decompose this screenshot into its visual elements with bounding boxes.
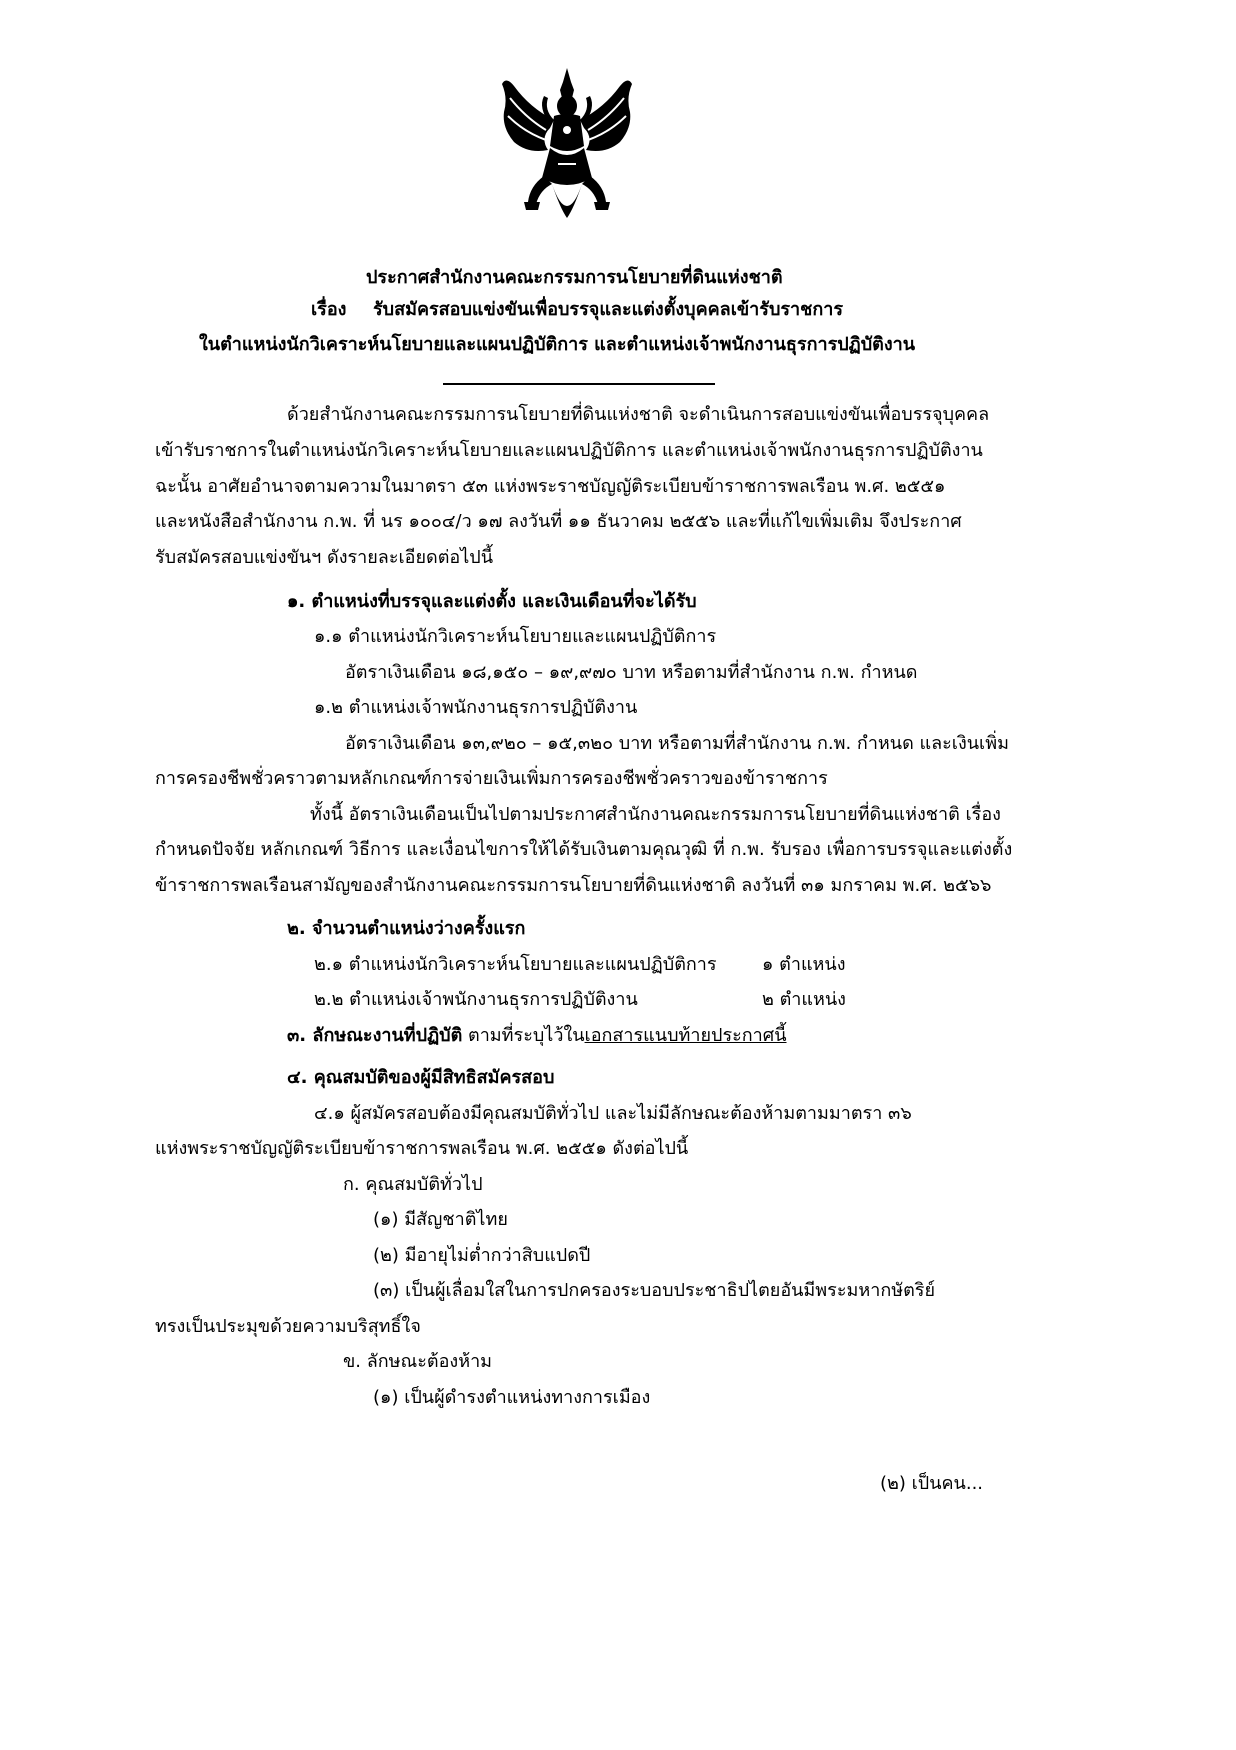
subject-line-2: ในตำแหน่งนักวิเคราะห์นโยบายและแผนปฏิบัติการ และตำแหน่งเจ้าพนักงานธุรการปฏิบัติงาน bbox=[199, 334, 916, 355]
vacancy-row-label: ๒.๑ ตำแหน่งนักวิเคราะห์นโยบายและแผนปฏิบัติการ bbox=[314, 954, 717, 975]
document-title: ประกาศสำนักงานคณะกรรมการนโยบายที่ดินแห่งชาติ bbox=[366, 267, 783, 288]
position-1-title: ๑.๑ ตำแหน่งนักวิเคราะห์นโยบายและแผนปฏิบัติการ bbox=[314, 626, 717, 647]
intro-line: ด้วยสำนักงานคณะกรรมการนโยบายที่ดินแห่งชาติ จะดำเนินการสอบแข่งขันเพื่อบรรจุบุคคล bbox=[287, 404, 990, 425]
general-qualifications-title: ก. คุณสมบัติทั่วไป bbox=[343, 1174, 483, 1195]
general-qualification-item-cont: ทรงเป็นประมุขด้วยความบริสุทธิ์ใจ bbox=[155, 1316, 421, 1337]
general-qualification-item: (๑) มีสัญชาติไทย bbox=[373, 1209, 508, 1230]
prohibited-title: ข. ลักษณะต้องห้าม bbox=[343, 1351, 493, 1372]
page-continuation: (๒) เป็นคน... bbox=[880, 1473, 984, 1494]
vacancy-row-count: ๑ ตำแหน่ง bbox=[762, 954, 846, 975]
attachment-link[interactable]: เอกสารแนบท้ายประกาศนี้ bbox=[584, 1025, 787, 1046]
position-2-salary-cont: การครองชีพชั่วคราวตามหลักเกณฑ์การจ่ายเงินเพิ่มการครองชีพชั่วคราวของข้าราชการ bbox=[155, 768, 828, 789]
garuda-emblem bbox=[500, 68, 634, 228]
position-2-title: ๑.๒ ตำแหน่งเจ้าพนักงานธุรการปฏิบัติงาน bbox=[314, 697, 638, 718]
section-3-text: ตามที่ระบุไว้ใน bbox=[468, 1025, 585, 1046]
section-3-heading: ๓. ลักษณะงานที่ปฏิบัติ bbox=[287, 1025, 463, 1046]
general-qualification-item: (๓) เป็นผู้เลื่อมใสในการปกครองระบอบประชาธิปไตยอันมีพระมหากษัตริย์ bbox=[373, 1280, 936, 1301]
salary-note-line: ข้าราชการพลเรือนสามัญของสำนักงานคณะกรรมการนโยบายที่ดินแห่งชาติ ลงวันที่ ๓๑ มกราคม พ.ศ. ๒๕๖๖ bbox=[155, 875, 992, 896]
qualification-intro: ๔.๑ ผู้สมัครสอบต้องมีคุณสมบัติทั่วไป และไม่มีลักษณะต้องห้ามตามมาตรา ๓๖ bbox=[314, 1103, 912, 1124]
intro-line: รับสมัครสอบแข่งขันฯ ดังรายละเอียดต่อไปนี้ bbox=[155, 547, 493, 568]
section-4-heading: ๔. คุณสมบัติของผู้มีสิทธิสมัครสอบ bbox=[287, 1067, 555, 1088]
position-1-salary: อัตราเงินเดือน ๑๘,๑๕๐ – ๑๙,๙๗๐ บาท หรือตามที่สำนักงาน ก.พ. กำหนด bbox=[345, 662, 918, 683]
intro-line: ฉะนั้น อาศัยอำนาจตามความในมาตรา ๕๓ แห่งพระราชบัญญัติระเบียบข้าราชการพลเรือน พ.ศ. ๒๕๕๑ bbox=[155, 476, 946, 497]
section-3-line bbox=[287, 1022, 787, 1050]
intro-line: และหนังสือสำนักงาน ก.พ. ที่ นร ๑๐๐๔/ว ๑๗ ลงวันที่ ๑๑ ธันวาคม ๒๕๕๖ และที่แก้ไขเพิ่มเติม จึงประกาศ bbox=[155, 511, 962, 532]
section-1-heading: ๑. ตำแหน่งที่บรรจุและแต่งตั้ง และเงินเดือนที่จะได้รับ bbox=[287, 591, 697, 612]
qualification-intro-cont: แห่งพระราชบัญญัติระเบียบข้าราชการพลเรือน พ.ศ. ๒๕๕๑ ดังต่อไปนี้ bbox=[155, 1138, 689, 1159]
intro-line: เข้ารับราชการในตำแหน่งนักวิเคราะห์นโยบายและแผนปฏิบัติการ และตำแหน่งเจ้าพนักงานธุรการปฏิบัติงาน bbox=[155, 440, 983, 461]
salary-note-line: กำหนดปัจจัย หลักเกณฑ์ วิธีการ และเงื่อนไขการให้ได้รับเงินตามคุณวุฒิ ที่ ก.พ. รับรอง เพื่อการบรรจุและแต่งตั้ง bbox=[155, 839, 1013, 860]
position-2-salary: อัตราเงินเดือน ๑๓,๙๒๐ – ๑๕,๓๒๐ บาท หรือตามที่สำนักงาน ก.พ. กำหนด และเงินเพิ่ม bbox=[345, 733, 1009, 754]
subject-line-1: รับสมัครสอบแข่งขันเพื่อบรรจุและแต่งตั้งบุคคลเข้ารับราชการ bbox=[373, 299, 844, 320]
general-qualification-item: (๒) มีอายุไม่ต่ำกว่าสิบแปดปี bbox=[373, 1245, 591, 1266]
subject-label: เรื่อง bbox=[311, 299, 347, 320]
section-2-heading: ๒. จำนวนตำแหน่งว่างครั้งแรก bbox=[287, 918, 526, 939]
prohibited-item: (๑) เป็นผู้ดำรงตำแหน่งทางการเมือง bbox=[373, 1387, 651, 1408]
vacancy-row-label: ๒.๒ ตำแหน่งเจ้าพนักงานธุรการปฏิบัติงาน bbox=[314, 989, 638, 1010]
vacancy-row-count: ๒ ตำแหน่ง bbox=[762, 989, 846, 1010]
header-divider bbox=[443, 383, 715, 385]
salary-note-line: ทั้งนี้ อัตราเงินเดือนเป็นไปตามประกาศสำนักงานคณะกรรมการนโยบายที่ดินแห่งชาติ เรื่อง bbox=[310, 804, 1001, 825]
